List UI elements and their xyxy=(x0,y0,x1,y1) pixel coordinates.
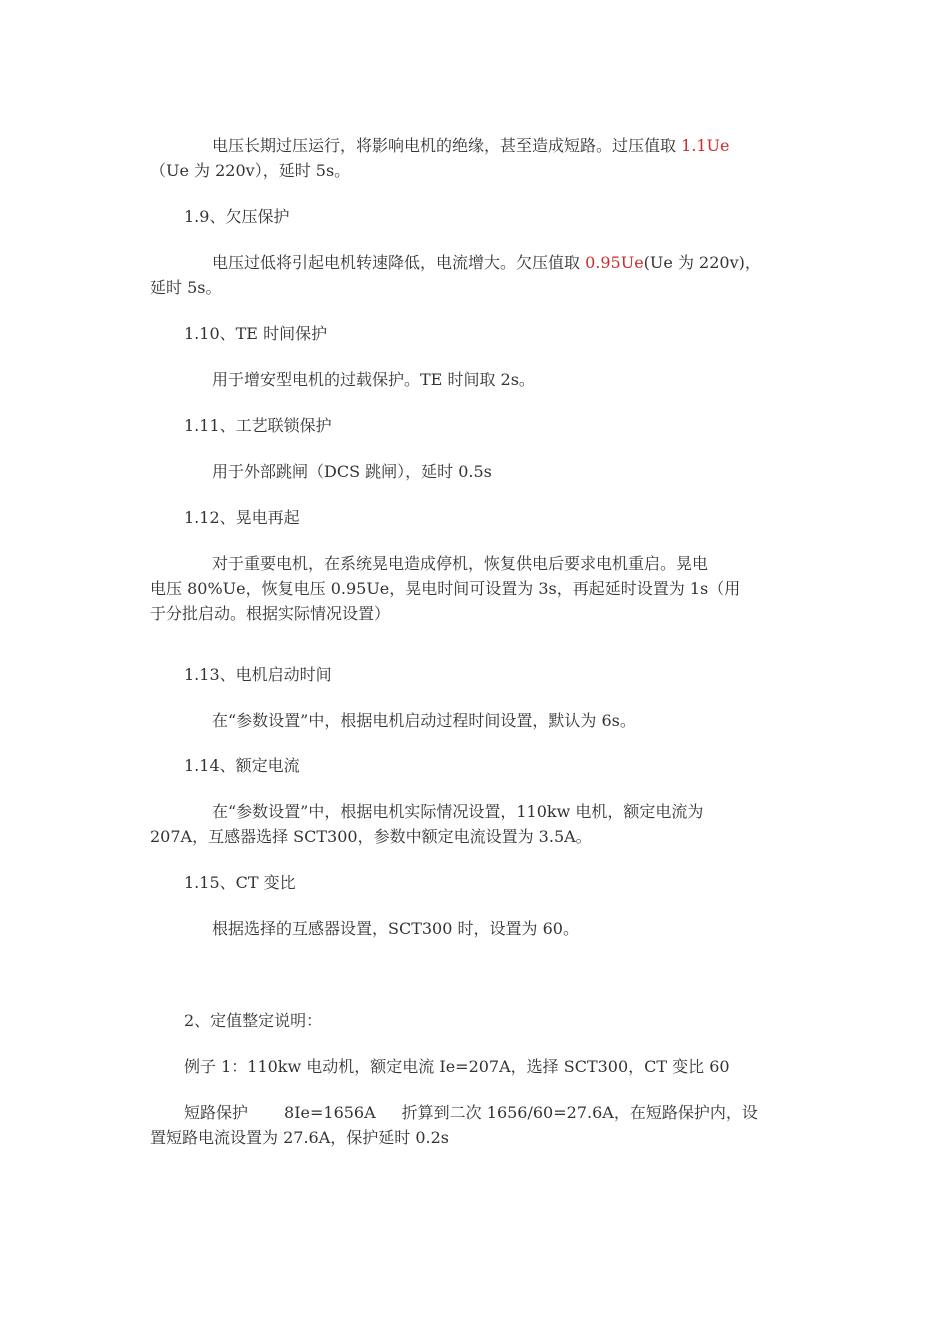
paragraph-line: 电压 80%Ue，恢复电压 0.95Ue，晃电时间可设置为 3s，再起延时设置为 1s（用 xyxy=(150,579,741,598)
section-heading-1-11: 1.11、工艺联锁保护 xyxy=(184,416,332,435)
paragraph-line: 对于重要电机，在系统晃电造成停机，恢复供电后要求电机重启。晃电 xyxy=(212,554,709,573)
paragraph-start-time: 在“参数设置”中，根据电机启动过程时间设置，默认为 6s。 xyxy=(212,711,636,730)
highlight-value: 0.95Ue xyxy=(585,253,644,272)
section-heading-1-13: 1.13、电机启动时间 xyxy=(184,665,332,684)
section-heading-2: 2、定值整定说明： xyxy=(184,1011,323,1030)
paragraph-line: 207A，互感器选择 SCT300，参数中额定电流设置为 3.5A。 xyxy=(150,827,592,846)
paragraph-line xyxy=(150,250,780,275)
section-heading-1-14: 1.14、额定电流 xyxy=(184,756,300,775)
paragraph-overvoltage xyxy=(150,133,780,183)
paragraph-undervoltage xyxy=(150,250,780,300)
text-run: 电压长期过压运行，将影响电机的绝缘，甚至造成短路。过压值取 xyxy=(212,136,682,155)
paragraph-line: 于分批启动。根据实际情况设置） xyxy=(150,604,391,623)
paragraph-example-1: 例子 1：110kw 电动机，额定电流 Ie=207A，选择 SCT300，CT 变比 60 xyxy=(184,1057,730,1076)
section-heading-1-12: 1.12、晃电再起 xyxy=(184,508,300,527)
paragraph-interlock: 用于外部跳闸（DCS 跳闸），延时 0.5s xyxy=(212,462,492,481)
paragraph-line: （Ue 为 220v），延时 5s。 xyxy=(150,161,351,180)
text-run: 8Ie=1656A xyxy=(284,1103,376,1122)
paragraph-te-time: 用于增安型电机的过载保护。TE 时间取 2s。 xyxy=(212,370,535,389)
text-run: 折算到二次 1656/60=27.6A，在短路保护内，设 xyxy=(401,1103,758,1122)
text-run: 电压过低将引起电机转速降低，电流增大。欠压值取 xyxy=(212,253,586,272)
paragraph-restart xyxy=(150,551,780,626)
paragraph-line: 在“参数设置”中，根据电机实际情况设置，110kw 电机，额定电流为 xyxy=(212,802,704,821)
section-heading-1-9: 1.9、欠压保护 xyxy=(184,207,290,226)
paragraph-rated-current xyxy=(150,799,780,849)
paragraph-line: 置短路电流设置为 27.6A，保护延时 0.2s xyxy=(150,1128,450,1147)
text-run: 短路保护 xyxy=(184,1103,249,1122)
paragraph-ct-ratio: 根据选择的互感器设置，SCT300 时，设置为 60。 xyxy=(212,919,579,938)
paragraph-line xyxy=(150,133,780,158)
section-heading-1-15: 1.15、CT 变比 xyxy=(184,873,296,892)
paragraph-short-circuit xyxy=(150,1100,780,1150)
paragraph-line: 延时 5s。 xyxy=(150,278,222,297)
highlight-value: 1.1Ue xyxy=(681,136,730,155)
section-heading-1-10: 1.10、TE 时间保护 xyxy=(184,324,328,343)
text-run: (Ue 为 220v)， xyxy=(643,253,761,272)
paragraph-line xyxy=(150,1100,780,1125)
